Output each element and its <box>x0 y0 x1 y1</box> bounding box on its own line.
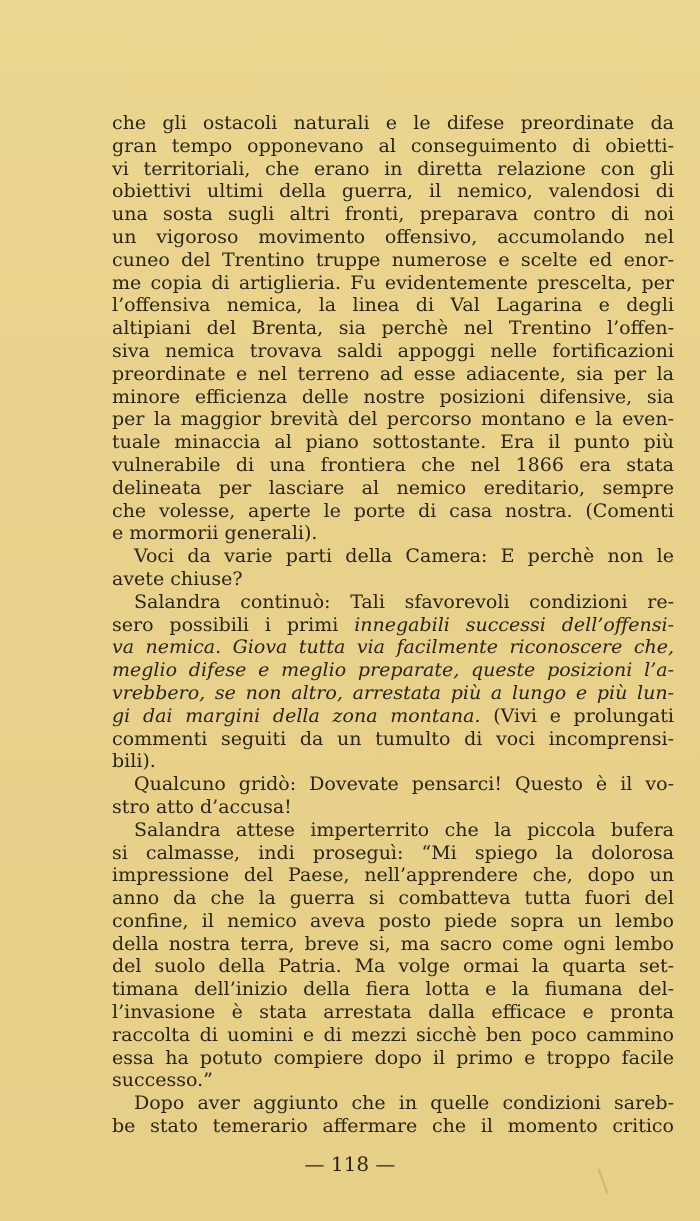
text-line: della nostra terra, breve si, ma sacro come ogni lembo <box>112 932 674 955</box>
text-line: Qualcuno gridò: Dovevate pensarci! Questo è il vo- <box>134 773 674 796</box>
italic-segment: gi dai margini della zona montana. <box>112 704 481 727</box>
text-line: vrebbero, se non altro, arrestata più a lungo e più lun- <box>112 681 674 704</box>
page-number: — 118 — <box>304 1152 396 1176</box>
text-line: raccolta di uomini e di mezzi sicchè ben poco cammino <box>112 1023 674 1046</box>
text-line: altipiani del Brenta, sia perchè nel Trentino l’offen- <box>112 317 674 340</box>
text-line: avete chiuse? <box>112 567 243 590</box>
text-line: anno da che la guerra si combatteva tutta fuori del <box>112 887 674 910</box>
text-segment: (Vivi e prolungati <box>493 704 674 727</box>
text-line: tuale minaccia al piano sottostante. Era il punto più <box>112 431 674 454</box>
text-line: commenti seguiti da un tumulto di voci incomprensi- <box>112 727 674 750</box>
text-line: timana dell’inizio della fiera lotta e la fiumana del- <box>112 978 674 1001</box>
italic-segment: innegabili successi dell’offensi- <box>354 613 674 636</box>
text-line: del suolo della Patria. Ma volge ormai la quarta set- <box>112 955 674 978</box>
text-line: confine, il nemico aveva posto piede sopra un lembo <box>112 909 674 932</box>
text-line: gran tempo opponevano al conseguimento di obietti- <box>112 134 674 157</box>
text-line: me copia di artiglieria. Fu evidentemente prescelta, per <box>112 271 674 294</box>
text-line: be stato temerario affermare che il momento critico <box>112 1115 674 1138</box>
text-line: Voci da varie parti della Camera: E perchè non le <box>134 545 674 568</box>
text-line: si calmasse, indi proseguì: “Mi spiego la dolorosa <box>112 841 674 864</box>
text-line: bili). <box>112 750 156 773</box>
text-line-mixed <box>112 705 674 728</box>
text-line: vulnerabile di una frontiera che nel 1866 era stata <box>112 453 674 476</box>
text-line: che volesse, aperte le porte di casa nostra. (Comenti <box>112 499 674 522</box>
text-line: minore efficienza delle nostre posizioni difensive, sia <box>112 385 674 408</box>
text-line: meglio difese e meglio preparate, queste posizioni l’a- <box>112 659 674 682</box>
text-line: essa ha potuto compiere dopo il primo e troppo facile <box>112 1046 674 1069</box>
text-line: impressione del Paese, nell’apprendere che, dopo un <box>112 864 674 887</box>
text-line: Salandra attese imperterrito che la piccola bufera <box>134 818 674 841</box>
text-line: un vigoroso movimento offensivo, accumolando nel <box>112 225 674 248</box>
text-line: Salandra continuò: Tali sfavorevoli condizioni re- <box>134 590 674 613</box>
text-line: delineata per lasciare al nemico ereditario, sempre <box>112 476 674 499</box>
text-line: va nemica. Giova tutta via facilmente riconoscere che, <box>112 636 674 659</box>
text-line: l’offensiva nemica, la linea di Val Lagarina e degli <box>112 294 674 317</box>
text-line: vi territoriali, che erano in diretta relazione con gli <box>112 157 674 180</box>
text-segment: sero possibili i primi <box>112 613 339 636</box>
text-line: successo.” <box>112 1069 213 1092</box>
text-line: l’invasione è stata arrestata dalla efficace e pronta <box>112 1001 674 1024</box>
text-line: cuneo del Trentino truppe numerose e scelte ed enor- <box>112 248 674 271</box>
text-line: preordinate e nel terreno ad esse adiacente, sia per la <box>112 362 674 385</box>
text-line: per la maggior brevità del percorso montano e la even- <box>112 408 674 431</box>
text-line: Dopo aver aggiunto che in quelle condizioni sareb- <box>134 1092 674 1115</box>
text-line: e mormorii generali). <box>112 522 318 545</box>
text-line: che gli ostacoli naturali e le difese preordinate da <box>112 112 674 134</box>
text-line-mixed <box>112 614 674 637</box>
text-line: una sosta sugli altri fronti, preparava contro di noi <box>112 203 674 226</box>
body-text <box>112 112 674 1138</box>
text-line: stro atto d’accusa! <box>112 795 292 818</box>
text-line: obiettivi ultimi della guerra, il nemico, valendosi di <box>112 180 674 203</box>
text-line: siva nemica trovava saldi appoggi nelle fortificazioni <box>112 339 674 362</box>
